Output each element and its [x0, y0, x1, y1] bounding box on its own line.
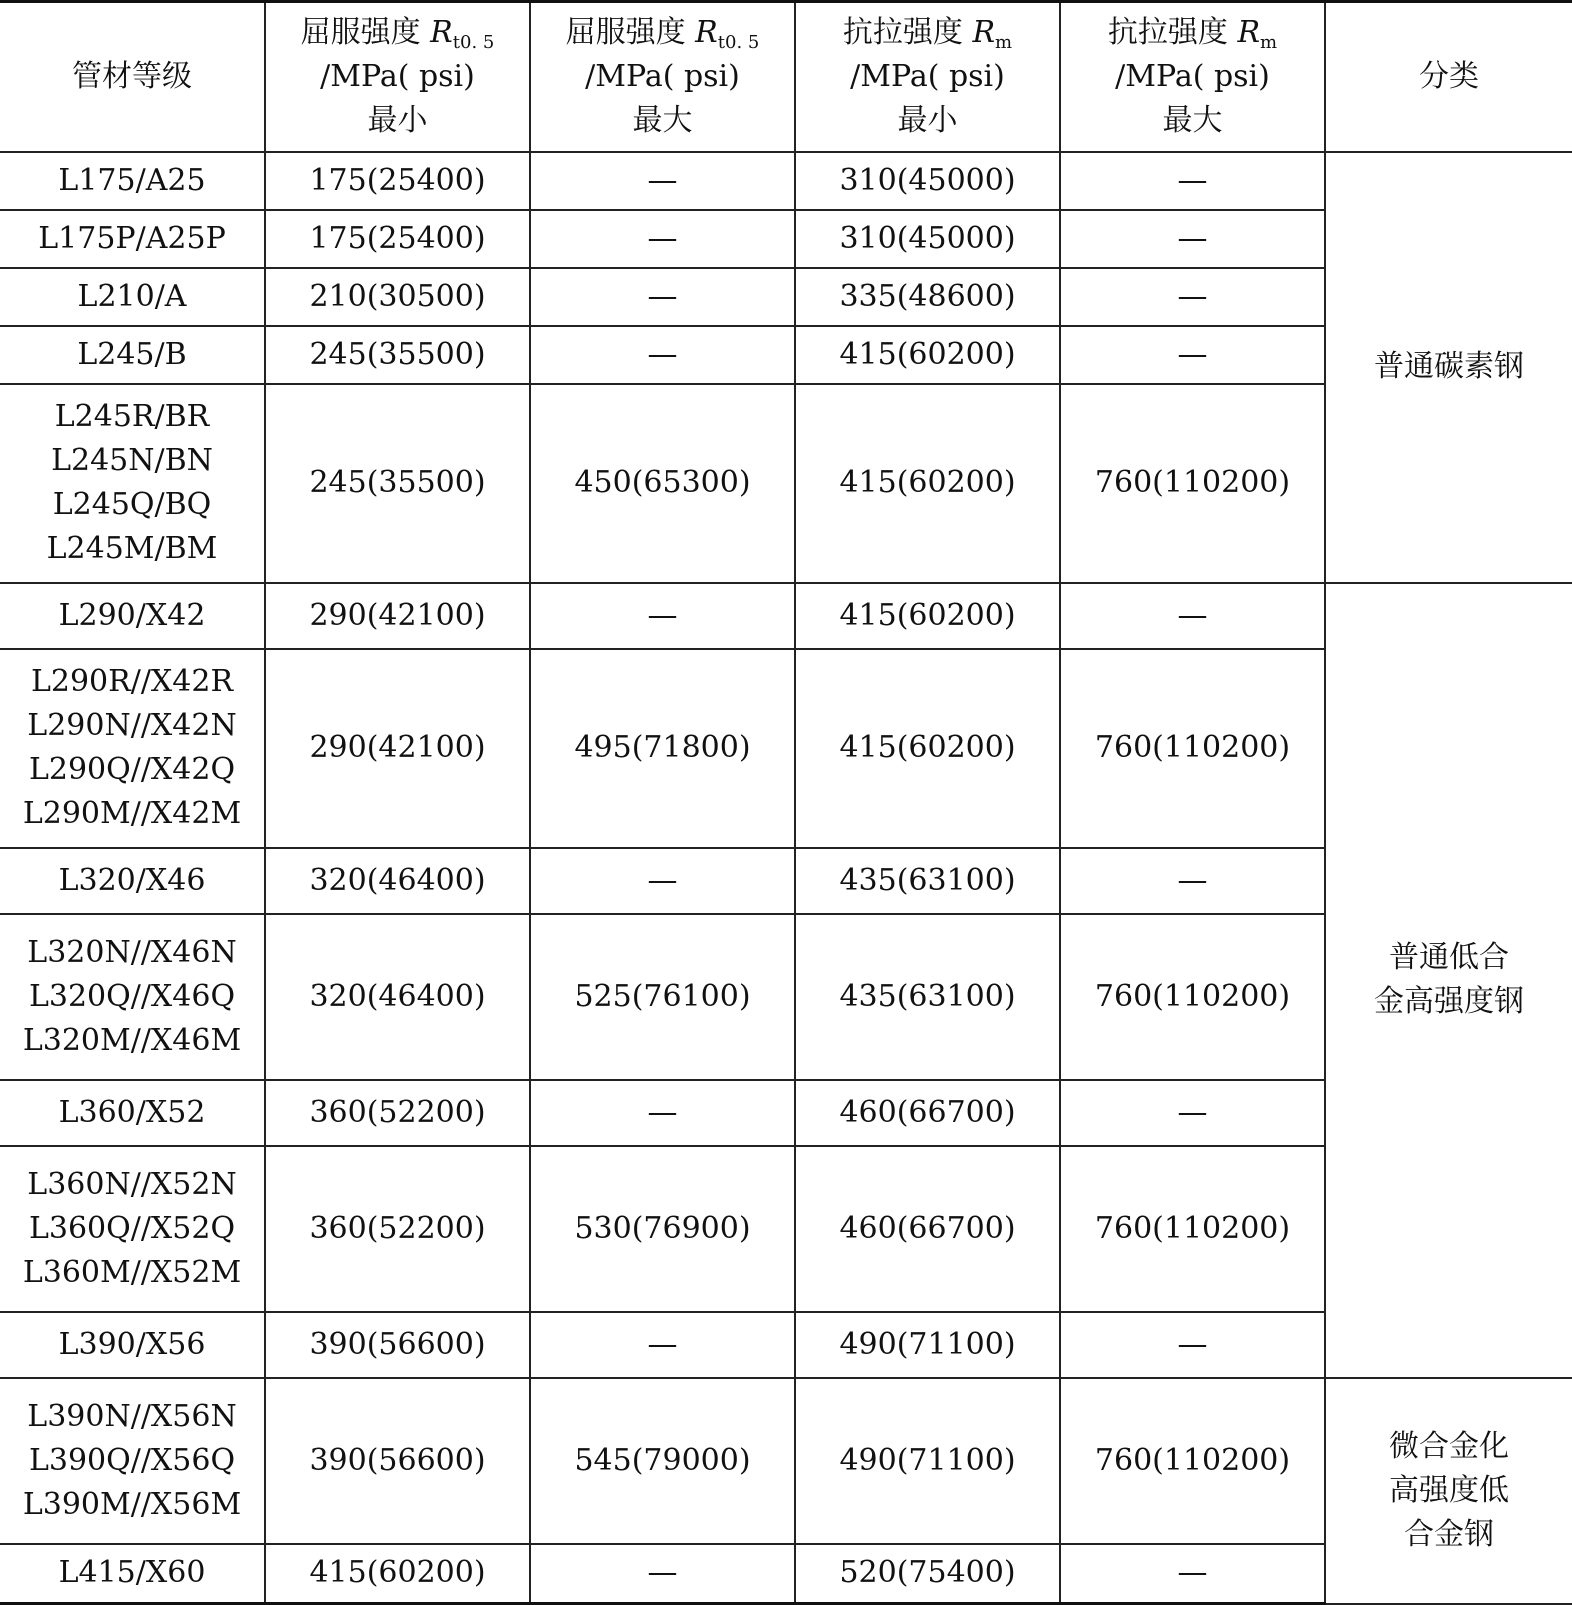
header-row [0, 2, 1572, 152]
tensile-max-cell: 760(110200) [1060, 914, 1325, 1080]
tensile-min-cell: 435(63100) [795, 848, 1060, 914]
header-yield-max: 屈服强度 $R_{t0. 5}$ /MPa( psi) 最大 [530, 2, 795, 152]
tensile-max-cell: — [1060, 583, 1325, 649]
tensile-max-cell: — [1060, 326, 1325, 384]
tensile-min-cell: 335(48600) [795, 268, 1060, 326]
header-grade: 管材等级 [0, 2, 265, 152]
grade-cell: L175/A25 [0, 152, 265, 210]
tensile-max-cell: — [1060, 1080, 1325, 1146]
tensile-max-cell: — [1060, 848, 1325, 914]
grade-cell: L290R//X42R L290N//X42N L290Q//X42Q L290M//X42M [0, 649, 265, 848]
tensile-min-cell: 460(66700) [795, 1146, 1060, 1312]
yield-max-cell: — [530, 583, 795, 649]
yield-max-cell: 530(76900) [530, 1146, 795, 1312]
tensile-min-cell: 310(45000) [795, 152, 1060, 210]
yield-min-cell: 245(35500) [265, 384, 530, 583]
grade-cell: L390N//X56N L390Q//X56Q L390M//X56M [0, 1378, 265, 1544]
yield-min-cell: 175(25400) [265, 152, 530, 210]
tensile-min-cell: 490(71100) [795, 1378, 1060, 1544]
grade-cell: L245R/BR L245N/BN L245Q/BQ L245M/BM [0, 384, 265, 583]
tensile-max-cell: — [1060, 268, 1325, 326]
yield-min-cell: 175(25400) [265, 210, 530, 268]
yield-min-cell: 360(52200) [265, 1080, 530, 1146]
header-tensile-max: 抗拉强度 $R_m$ /MPa( psi) 最大 [1060, 2, 1325, 152]
yield-max-cell: — [530, 848, 795, 914]
tensile-max-cell: — [1060, 1544, 1325, 1604]
yield-max-cell: 495(71800) [530, 649, 795, 848]
tensile-max-cell: 760(110200) [1060, 1378, 1325, 1544]
grade-cell: L360/X52 [0, 1080, 265, 1146]
yield-min-cell: 320(46400) [265, 848, 530, 914]
tensile-max-cell: — [1060, 210, 1325, 268]
grade-cell: L245/B [0, 326, 265, 384]
yield-max-cell: — [530, 1080, 795, 1146]
header-yield-min: 屈服强度 $R_{t0. 5}$ /MPa( psi) 最小 [265, 2, 530, 152]
grade-cell: L175P/A25P [0, 210, 265, 268]
tensile-min-cell: 415(60200) [795, 649, 1060, 848]
tensile-min-cell: 415(60200) [795, 326, 1060, 384]
yield-max-cell: — [530, 1544, 795, 1604]
grade-cell: L415/X60 [0, 1544, 265, 1604]
tensile-min-cell: 415(60200) [795, 384, 1060, 583]
grade-cell: L320N//X46N L320Q//X46Q L320M//X46M [0, 914, 265, 1080]
yield-min-cell: 245(35500) [265, 326, 530, 384]
tensile-min-cell: 460(66700) [795, 1080, 1060, 1146]
table-row [0, 152, 1572, 210]
grade-cell: L210/A [0, 268, 265, 326]
category-cell-low-alloy-steel: 普通低合 金高强度钢 [1325, 583, 1572, 1378]
yield-max-cell: 525(76100) [530, 914, 795, 1080]
tensile-max-cell: 760(110200) [1060, 1146, 1325, 1312]
yield-min-cell: 210(30500) [265, 268, 530, 326]
yield-max-cell: — [530, 1312, 795, 1378]
tensile-min-cell: 435(63100) [795, 914, 1060, 1080]
tensile-min-cell: 520(75400) [795, 1544, 1060, 1604]
table-row [0, 1378, 1572, 1544]
header-category: 分类 [1325, 2, 1572, 152]
table-row [0, 583, 1572, 649]
yield-max-cell: 450(65300) [530, 384, 795, 583]
yield-max-cell: — [530, 268, 795, 326]
yield-min-cell: 415(60200) [265, 1544, 530, 1604]
category-cell-carbon-steel: 普通碳素钢 [1325, 152, 1572, 583]
tensile-max-cell: 760(110200) [1060, 649, 1325, 848]
header-tensile-min: 抗拉强度 $R_m$ /MPa( psi) 最小 [795, 2, 1060, 152]
category-cell-microalloyed-steel: 微合金化 高强度低 合金钢 [1325, 1378, 1572, 1604]
grade-cell: L320/X46 [0, 848, 265, 914]
yield-max-cell: — [530, 152, 795, 210]
yield-min-cell: 290(42100) [265, 649, 530, 848]
tensile-min-cell: 490(71100) [795, 1312, 1060, 1378]
yield-min-cell: 390(56600) [265, 1378, 530, 1544]
yield-max-cell: — [530, 210, 795, 268]
tensile-max-cell: — [1060, 1312, 1325, 1378]
tensile-max-cell: — [1060, 152, 1325, 210]
tensile-max-cell: 760(110200) [1060, 384, 1325, 583]
grade-cell: L360N//X52N L360Q//X52Q L360M//X52M [0, 1146, 265, 1312]
yield-min-cell: 320(46400) [265, 914, 530, 1080]
grade-cell: L390/X56 [0, 1312, 265, 1378]
grade-cell: L290/X42 [0, 583, 265, 649]
yield-max-cell: 545(79000) [530, 1378, 795, 1544]
yield-min-cell: 290(42100) [265, 583, 530, 649]
tensile-min-cell: 310(45000) [795, 210, 1060, 268]
yield-max-cell: — [530, 326, 795, 384]
tensile-min-cell: 415(60200) [795, 583, 1060, 649]
yield-min-cell: 360(52200) [265, 1146, 530, 1312]
yield-min-cell: 390(56600) [265, 1312, 530, 1378]
